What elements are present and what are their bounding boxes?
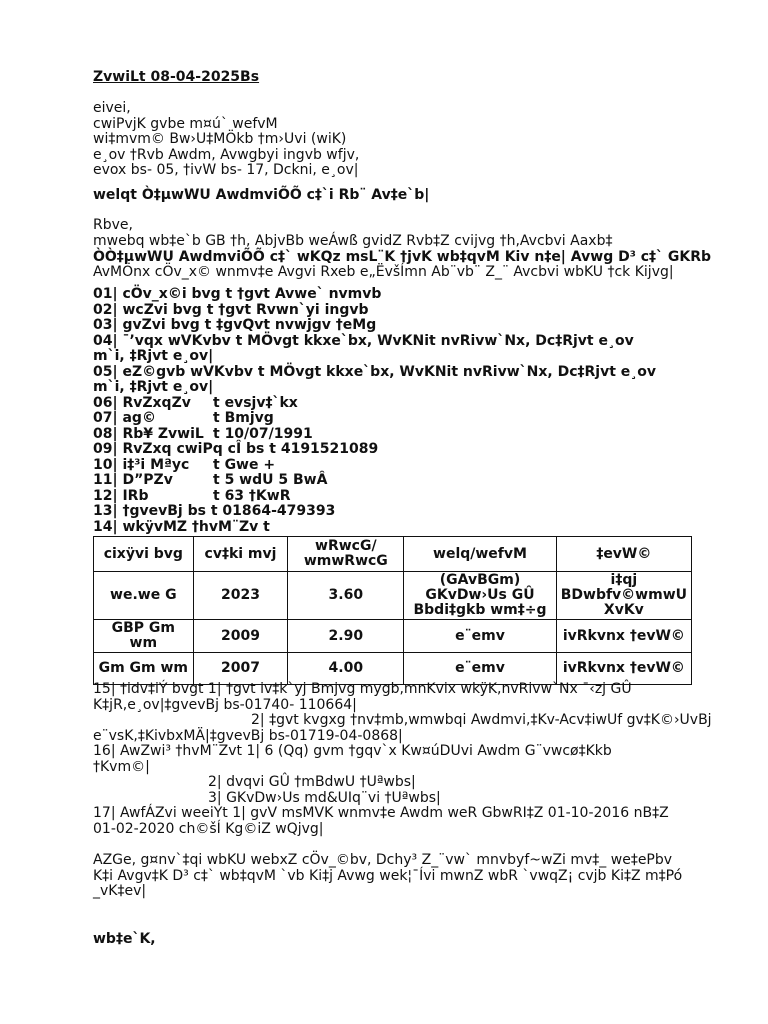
list-item <box>93 520 713 536</box>
list-item <box>93 442 713 458</box>
intro-paragraph <box>93 233 712 281</box>
recipient-line: eivei, <box>93 100 131 116</box>
closing-paragraph <box>93 853 713 900</box>
table-cell: i‡qj BDwbfv©wmwU XvKv <box>556 572 691 620</box>
table-cell: (GAvBGm) GKvDw›Us GÛ Bbdi‡gkb wm‡÷g <box>404 572 556 620</box>
column-header: welq/wefvM <box>404 537 556 572</box>
intro-line: AvMÖnx cÖv_x© wnmv‡e Avgvi Rxeb e„ËvšÍmn Ab¨vb¨ Z_¨ Avcbvi wbKU †ck Kijvg| <box>93 264 674 280</box>
closing-line: AZGe, g¤nv`‡qi wbKU webxZ cÖv_©bv, Dchy³ Z_¨vw` mnvbyf~wZi mv‡_ we‡ePbv <box>93 852 673 868</box>
reference-line: K‡jR,e¸ov|‡gvevBj bs-01740- 110664| <box>93 696 357 713</box>
list-item <box>93 427 713 443</box>
item-label: 07| ag© <box>93 410 156 426</box>
item-value: t 10/07/1991 <box>213 425 313 442</box>
recipient-line: wi‡mvm© Bw›U‡MÖkb †m›Uvi (wiK) <box>93 131 347 147</box>
signoff: wb‡e`K, <box>93 931 156 947</box>
column-header: wRwcG/ wmwRwcG <box>288 537 404 572</box>
column-header: ‡evW© <box>556 537 691 572</box>
closing-line: _vK‡ev| <box>93 883 147 899</box>
table-row <box>94 572 692 620</box>
table-cell: we.we G <box>94 572 194 620</box>
recipient-line: e¸ov †Rvb Awdm, Avwgbyi ingvb wfjv, <box>93 146 360 163</box>
table-cell: e¨emv <box>404 620 556 653</box>
item-label: 14| wkÿvMZ †hvM¨Zv <box>93 518 259 535</box>
table-row <box>94 620 692 653</box>
recipient-line: evox bs- 05, †ivW bs- 17, Dckni, e¸ov| <box>93 162 359 178</box>
item-value: t Gwe + <box>213 456 276 473</box>
list-item: 01| cÖv_x©i bvg t †gvt Avwe` nvmvb <box>93 286 382 302</box>
list-item-continued: m`i, ‡Rjvt e¸ov| <box>93 348 214 364</box>
experience-section <box>93 806 713 837</box>
table-row <box>94 653 692 685</box>
list-item <box>93 473 713 489</box>
item-label: 11| D”PZv <box>93 472 173 488</box>
intro-line: ÒÒ‡µwWU AwdmviÕÕ c‡` wKQz msL¨K †jvK wb‡qvM Kiv n‡e| Avwg D³ c‡` GKRb <box>93 248 712 265</box>
list-item: 04| ¯’vqx wVKvbv t MÖvgt kkxe`bx, WvKNit nvRivw`Nx, Dc‡Rjvt e¸ov <box>93 332 634 349</box>
references-section <box>93 682 713 744</box>
list-item-continued: m`i, ‡Rjvt e¸ov| <box>93 379 214 395</box>
experience-line: 17| AwfÁZvi weeiYt 1| gvV msMVK wnmv‡e Awdm weR GbwRI‡Z 01-10-2016 nB‡Z <box>93 805 669 821</box>
table-cell: 2.90 <box>288 620 404 653</box>
item-value: t 63 †KwR <box>213 487 291 504</box>
item-value: t evsjv‡`kx <box>213 394 298 411</box>
personal-details-list <box>93 287 713 535</box>
list-item: 05| eZ©gvb wVKvbv t MÖvgt kkxe`bx, WvKNit nvRivw`Nx, Dc‡Rjvt e¸ov <box>93 363 657 380</box>
recipient-address <box>93 101 703 179</box>
item-label: 12| IRb <box>93 487 149 504</box>
skill-line: 16| AwZwi³ †hvM¨Zvt 1| 6 (Qq) gvm †gqv`x Kw¤úDUvi Awdm G¨vwcø‡Kkb <box>93 743 612 759</box>
table-cell: 3.60 <box>288 572 404 620</box>
list-item: 02| wcZvi bvg t †gvt Rvwn`yi ingvb <box>93 301 369 318</box>
reference-line: e¨vsK,‡KivbxMÄ|‡gvevBj bs-01719-04-0868| <box>93 727 403 744</box>
salutation: Rbve, <box>93 217 133 233</box>
item-label: 13| †gvevBj bs <box>93 503 206 519</box>
column-header: cv‡ki mvj <box>193 537 288 572</box>
skill-line: 2| dvqvi GÛ †mBdwU †Uªwbs| <box>208 774 416 790</box>
table-cell: 2023 <box>193 572 288 620</box>
table-cell: GBP Gm wm <box>94 620 194 653</box>
skill-line: 3| GKvDw›Us md&UIq¨vi †Uªwbs| <box>208 789 441 806</box>
date-line: ZvwiLt 08-04-2025Bs <box>93 69 260 85</box>
item-label: 09| RvZxq cwiPq cÎ bs <box>93 441 265 457</box>
table-header-row <box>94 537 692 572</box>
additional-skills-section <box>93 744 713 806</box>
education-table <box>93 536 692 685</box>
item-label: 10| i‡³i Mªyc <box>93 456 190 473</box>
list-item <box>93 458 713 474</box>
list-item <box>93 504 713 520</box>
item-value: t <box>263 518 270 535</box>
table-cell: e¨emv <box>404 653 556 685</box>
item-value: t 4191521089 <box>269 441 379 457</box>
item-value: t 5 wdU 5 BwÂ <box>213 472 328 488</box>
table-cell: 2009 <box>193 620 288 653</box>
column-header: cixÿvi bvg <box>94 537 194 572</box>
table-cell: ivRkvnx †evW© <box>556 653 691 685</box>
table-cell: Gm Gm wm <box>94 653 194 685</box>
item-label: 06| RvZxqZv <box>93 394 191 411</box>
experience-line: 01-02-2020 ch©šÍ Kg©iZ wQjvg| <box>93 820 324 837</box>
list-item <box>93 489 713 505</box>
reference-line: 2| ‡gvt kvgxg †nv‡mb,wmwbqi Awdmvi,‡Kv-Acv‡iwUf gv‡K©›UvBj <box>251 712 712 728</box>
table-cell: 2007 <box>193 653 288 685</box>
list-item <box>93 396 713 412</box>
table-cell: ivRkvnx †evW© <box>556 620 691 653</box>
recipient-line: cwiPvjK gvbe m¤ú` wefvM <box>93 115 278 132</box>
item-value: t 01864-479393 <box>210 503 336 519</box>
table-cell: 4.00 <box>288 653 404 685</box>
skill-line: †Kvm©| <box>93 758 150 775</box>
list-item <box>93 411 713 427</box>
item-label: 08| Rb¥ ZvwiL <box>93 425 204 442</box>
closing-line: K‡i Avgv‡K D³ c‡` wb‡qvM `vb Ki‡j Avwg wek¦¯Ívi mwnZ wbR `vwqZ¡ cvjb Ki‡Z m‡Pó <box>93 867 683 884</box>
subject-line: welqt Ò‡µwWU AwdmviÕÕ c‡`i Rb¨ Av‡e`b| <box>93 187 430 203</box>
list-item: 03| gvZvi bvg t ‡gvQvt nvwjgv †eMg <box>93 317 377 333</box>
item-value: t Bmjvg <box>213 410 274 426</box>
reference-line: 15| †idv‡iÝ bvgt 1| †gvt iv‡k`yj Bmjvg mygb,mnKvix wkÿK,nvRivw`Nx ¯‹zj GÛ <box>93 681 632 697</box>
intro-line: mwebq wb‡e`b GB †h, AbjvBb weÁwß gvidZ Rvb‡Z cvijvg †h,Avcbvi Aaxb‡ <box>93 233 613 249</box>
